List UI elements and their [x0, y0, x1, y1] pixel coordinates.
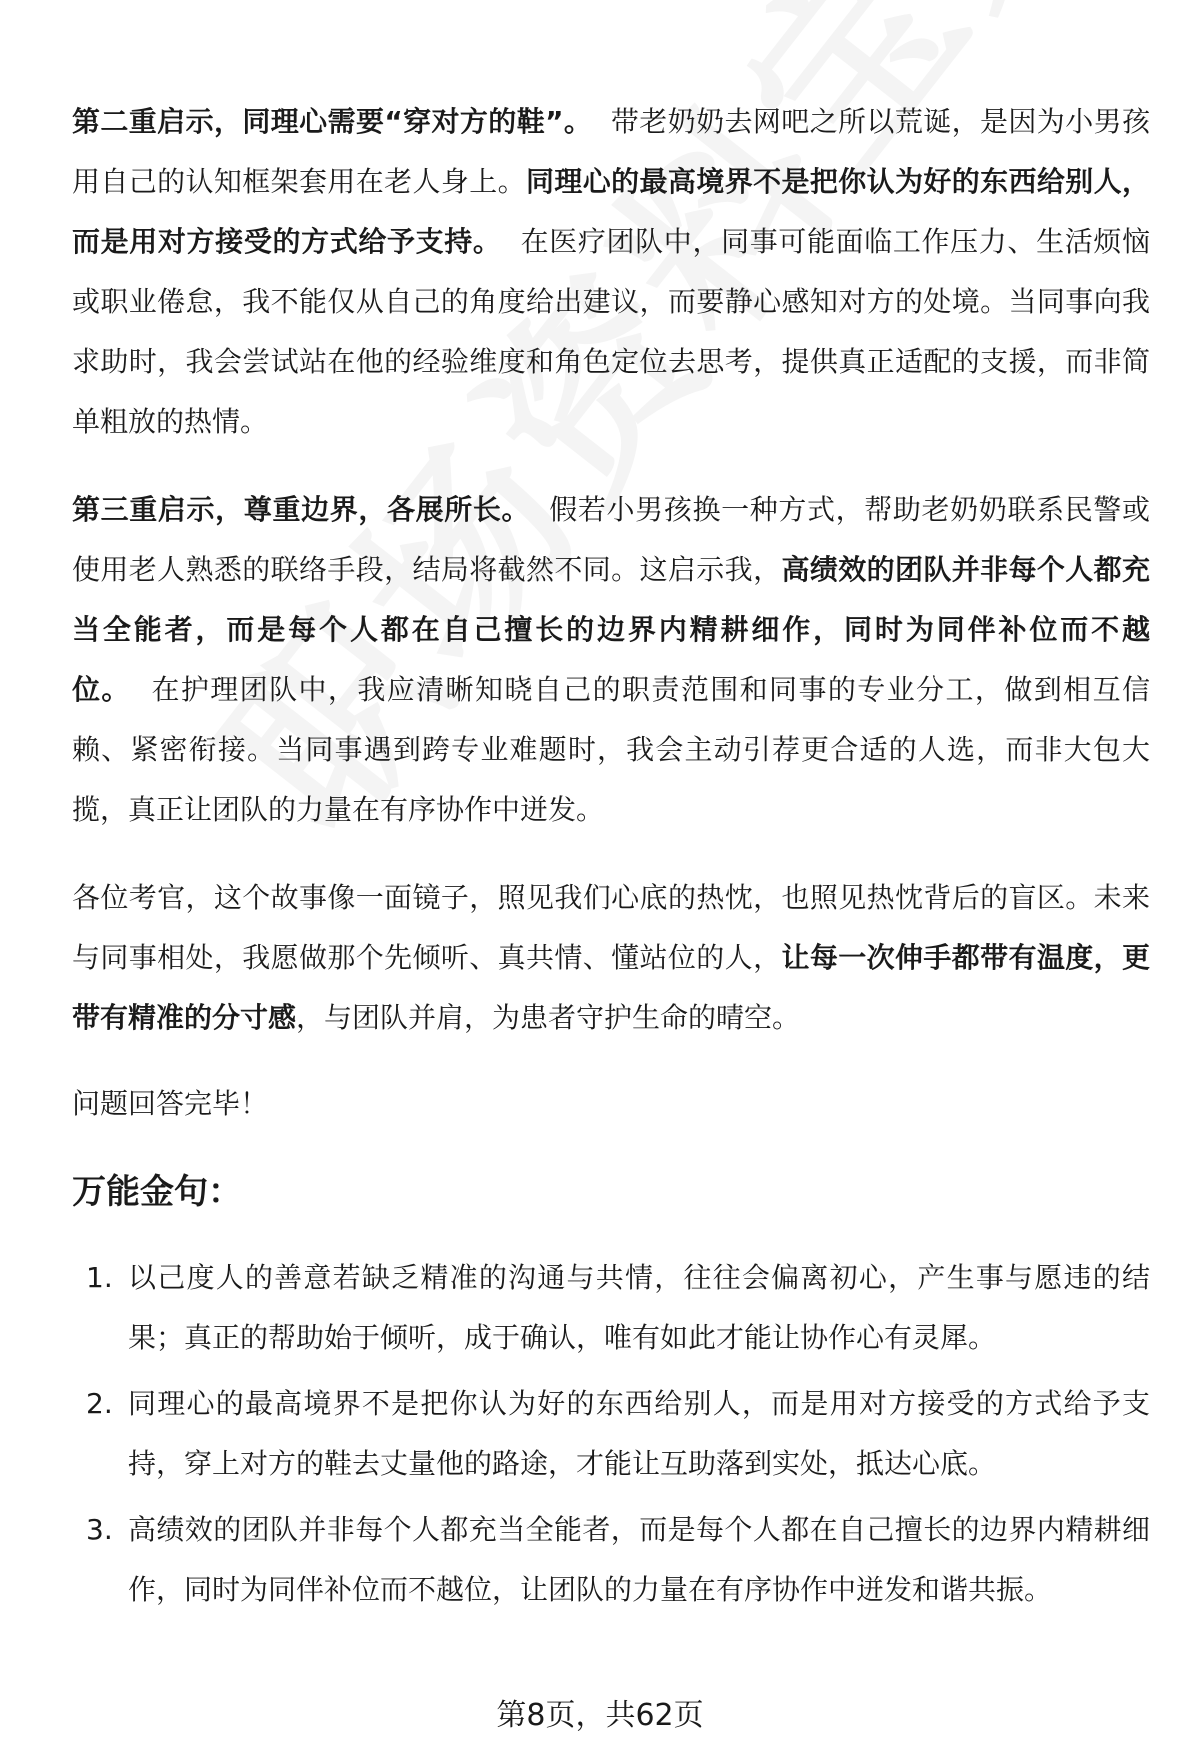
golden-sentence-list: [72, 1248, 1150, 1620]
list-item: [72, 1374, 1150, 1494]
paragraph-lead: 第三重启示，尊重边界，各展所长。: [72, 493, 531, 526]
list-text: 高绩效的团队并非每个人都充当全能者，而是每个人都在自己擅长的边界内精耕细作，同时为同伴补位而不越位，让团队的力量在有序协作中迸发和谐共振。: [128, 1513, 1150, 1606]
paragraph-text: 在护理团队中，我应清晰知晓自己的职责范围和同事的专业分工，做到相互信赖、紧密衔接。当同事遇到跨专业难题时，我会主动引荐更合适的人选，而非大包大揽，真正让团队的力量在有序协作中迸发。: [72, 673, 1150, 826]
paragraph-lead: 第二重启示，同理心需要“穿对方的鞋”。: [72, 105, 593, 138]
list-number: 3.: [86, 1513, 113, 1546]
list-text: 以己度人的善意若缺乏精准的沟通与共情，往往会偏离初心，产生事与愿违的结果；真正的帮助始于倾听，成于确认，唯有如此才能让协作心有灵犀。: [128, 1261, 1150, 1354]
paragraph-third-insight: [72, 480, 1150, 840]
page-number: 第8页，共62页: [496, 1698, 704, 1733]
paragraph-emphasis: 让每一次伸手都带有温度，更带有精准的分寸感: [72, 941, 1150, 1034]
list-number: 1.: [86, 1261, 113, 1294]
paragraph-text: 各位考官，这个故事像一面镜子，照见我们心底的热忱，也照见热忱背后的盲区。未来与同事相处，我愿做那个先倾听、真共情、懂站位的人，: [72, 881, 1150, 974]
paragraph-text: 带老奶奶去网吧之所以荒诞，是因为小男孩用自己的认知框架套用在老人身上。: [72, 105, 1150, 198]
paragraph-text: 在医疗团队中，同事可能面临工作压力、生活烦恼或职业倦怠，我不能仅从自己的角度给出建议，而要静心感知对方的处境。当同事向我求助时，我会尝试站在他的经验维度和角色定位去思考，提供真正适配的支援，而非简单粗放的热情。: [72, 225, 1150, 438]
list-text: 同理心的最高境界不是把你认为好的东西给别人，而是用对方接受的方式给予支持，穿上对方的鞋去丈量他的路途，才能让互助落到实处，抵达心底。: [128, 1387, 1150, 1480]
paragraph-emphasis: 高绩效的团队并非每个人都充当全能者，而是每个人都在自己擅长的边界内精耕细作，同时为同伴补位而不越位。: [72, 553, 1150, 706]
list-number: 2.: [86, 1387, 113, 1420]
paragraph-closing: [72, 868, 1150, 1048]
paragraph-emphasis: 同理心的最高境界不是把你认为好的东西给别人，而是用对方接受的方式给予支持。: [72, 165, 1150, 258]
list-item: [72, 1248, 1150, 1368]
answer-complete: 问题回答完毕！: [72, 1087, 269, 1120]
paragraph-text: 假若小男孩换一种方式，帮助老奶奶联系民警或使用老人熟悉的联络手段，结局将截然不同。这启示我，: [72, 493, 1150, 586]
list-item: [72, 1500, 1150, 1620]
paragraph-text: ，与团队并肩，为患者守护生命的晴空。: [296, 1001, 801, 1034]
document-body: [72, 92, 1150, 1626]
paragraph-second-insight: [72, 92, 1150, 452]
section-title: 万能金句：: [72, 1172, 242, 1212]
